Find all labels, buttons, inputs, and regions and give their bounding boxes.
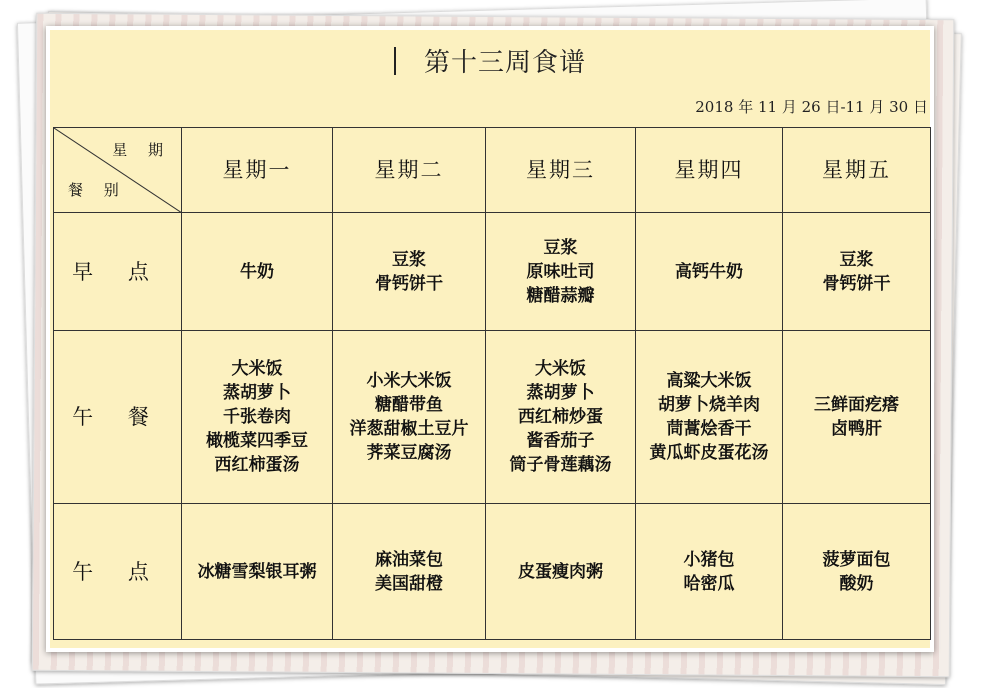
meal-row-snack <box>54 504 931 640</box>
dish-item: 橄榄菜四季豆 <box>206 431 308 451</box>
dish-item: 大米饭 <box>535 359 586 379</box>
dish-list <box>636 548 782 596</box>
dish-item: 千张卷肉 <box>223 407 291 427</box>
meal-label: 早 点 <box>54 213 182 331</box>
dish-list <box>636 369 782 465</box>
dish-list <box>182 260 332 284</box>
dish-item: 骨钙饼干 <box>822 273 891 294</box>
day-header-mon: 星期一 <box>182 128 333 213</box>
dish-item: 胡萝卜烧羊肉 <box>658 395 760 415</box>
menu-cell <box>333 213 486 331</box>
dish-item: 茼蒿烩香干 <box>666 419 752 439</box>
menu-cell <box>783 213 931 331</box>
dish-item: 三鲜面疙瘩 <box>814 395 899 415</box>
dish-item: 骨钙饼干 <box>375 273 443 294</box>
dish-item: 黄瓜虾皮蛋花汤 <box>649 443 769 463</box>
date-range: 2018 年 11 月 26 日-11 月 30 日 <box>695 98 928 116</box>
dish-item: 哈密瓜 <box>683 573 735 594</box>
menu-cell <box>486 213 636 331</box>
dish-item: 蒸胡萝卜 <box>223 383 291 403</box>
dish-list <box>486 357 635 477</box>
menu-cell <box>486 504 636 640</box>
dish-item: 菠萝面包 <box>822 549 891 570</box>
dish-item: 麻油菜包 <box>375 549 443 570</box>
dish-list <box>333 548 485 596</box>
dish-list <box>486 560 635 584</box>
menu-cell <box>486 331 636 504</box>
dish-list <box>486 236 635 308</box>
dish-item: 糖醋蒜瓣 <box>526 285 595 306</box>
dish-item: 高钙牛奶 <box>675 261 743 282</box>
dish-list <box>783 393 930 441</box>
dish-list <box>783 548 930 596</box>
dish-item: 豆浆 <box>543 237 578 258</box>
dish-list <box>783 248 930 296</box>
dish-item: 西红柿蛋汤 <box>214 455 300 475</box>
meal-label: 午 点 <box>54 504 182 640</box>
dish-item: 小猪包 <box>683 549 735 570</box>
dish-item: 卤鸭肝 <box>831 419 882 439</box>
page-title <box>50 42 930 79</box>
header-row <box>54 128 931 213</box>
meal-row-lunch <box>54 331 931 504</box>
dish-list <box>182 560 332 584</box>
dish-item: 酸奶 <box>839 573 874 594</box>
dish-item: 美国甜橙 <box>375 573 443 594</box>
dish-item: 蒸胡萝卜 <box>526 383 595 403</box>
menu-cell <box>636 213 783 331</box>
menu-cell <box>182 331 333 504</box>
menu-paper <box>50 30 930 648</box>
day-header-wed: 星期三 <box>486 128 636 213</box>
day-header-thu: 星期四 <box>636 128 783 213</box>
dish-item: 糖醋带鱼 <box>375 395 443 415</box>
dish-item: 荠菜豆腐汤 <box>366 443 452 463</box>
dish-list <box>333 369 485 465</box>
menu-card <box>46 26 934 652</box>
corner-label-meal: 餐 别 <box>68 181 127 199</box>
dish-item: 高粱大米饭 <box>666 371 752 391</box>
day-header-tue: 星期二 <box>333 128 486 213</box>
menu-table <box>53 127 931 640</box>
dish-item: 皮蛋瘦肉粥 <box>518 561 603 582</box>
menu-cell <box>182 213 333 331</box>
corner-label-weekday: 星 期 <box>112 141 171 159</box>
menu-cell <box>783 504 931 640</box>
dish-item: 豆浆 <box>392 249 426 270</box>
menu-cell <box>333 331 486 504</box>
dish-item: 原味吐司 <box>526 261 595 282</box>
dish-item: 牛奶 <box>240 261 274 282</box>
menu-cell <box>636 331 783 504</box>
dish-item: 酱香茄子 <box>526 431 595 451</box>
dish-list <box>333 248 485 296</box>
menu-cell <box>783 331 931 504</box>
dish-item: 筒子骨莲藕汤 <box>509 455 612 475</box>
dish-item: 小米大米饭 <box>366 371 452 391</box>
meal-label: 午 餐 <box>54 331 182 504</box>
dish-list <box>182 357 332 477</box>
menu-cell <box>333 504 486 640</box>
menu-cell <box>182 504 333 640</box>
dish-item: 洋葱甜椒土豆片 <box>349 419 469 439</box>
dish-item: 冰糖雪梨银耳粥 <box>197 561 317 582</box>
day-header-fri: 星期五 <box>783 128 931 213</box>
dish-item: 大米饭 <box>231 359 283 379</box>
menu-cell <box>636 504 783 640</box>
title-bar <box>394 47 396 75</box>
dish-list <box>636 260 782 284</box>
corner-cell <box>54 128 182 213</box>
meal-row-breakfast <box>54 213 931 331</box>
dish-item: 豆浆 <box>839 249 874 270</box>
dish-item: 西红柿炒蛋 <box>518 407 603 427</box>
title-text: 第十三周食谱 <box>423 48 586 78</box>
